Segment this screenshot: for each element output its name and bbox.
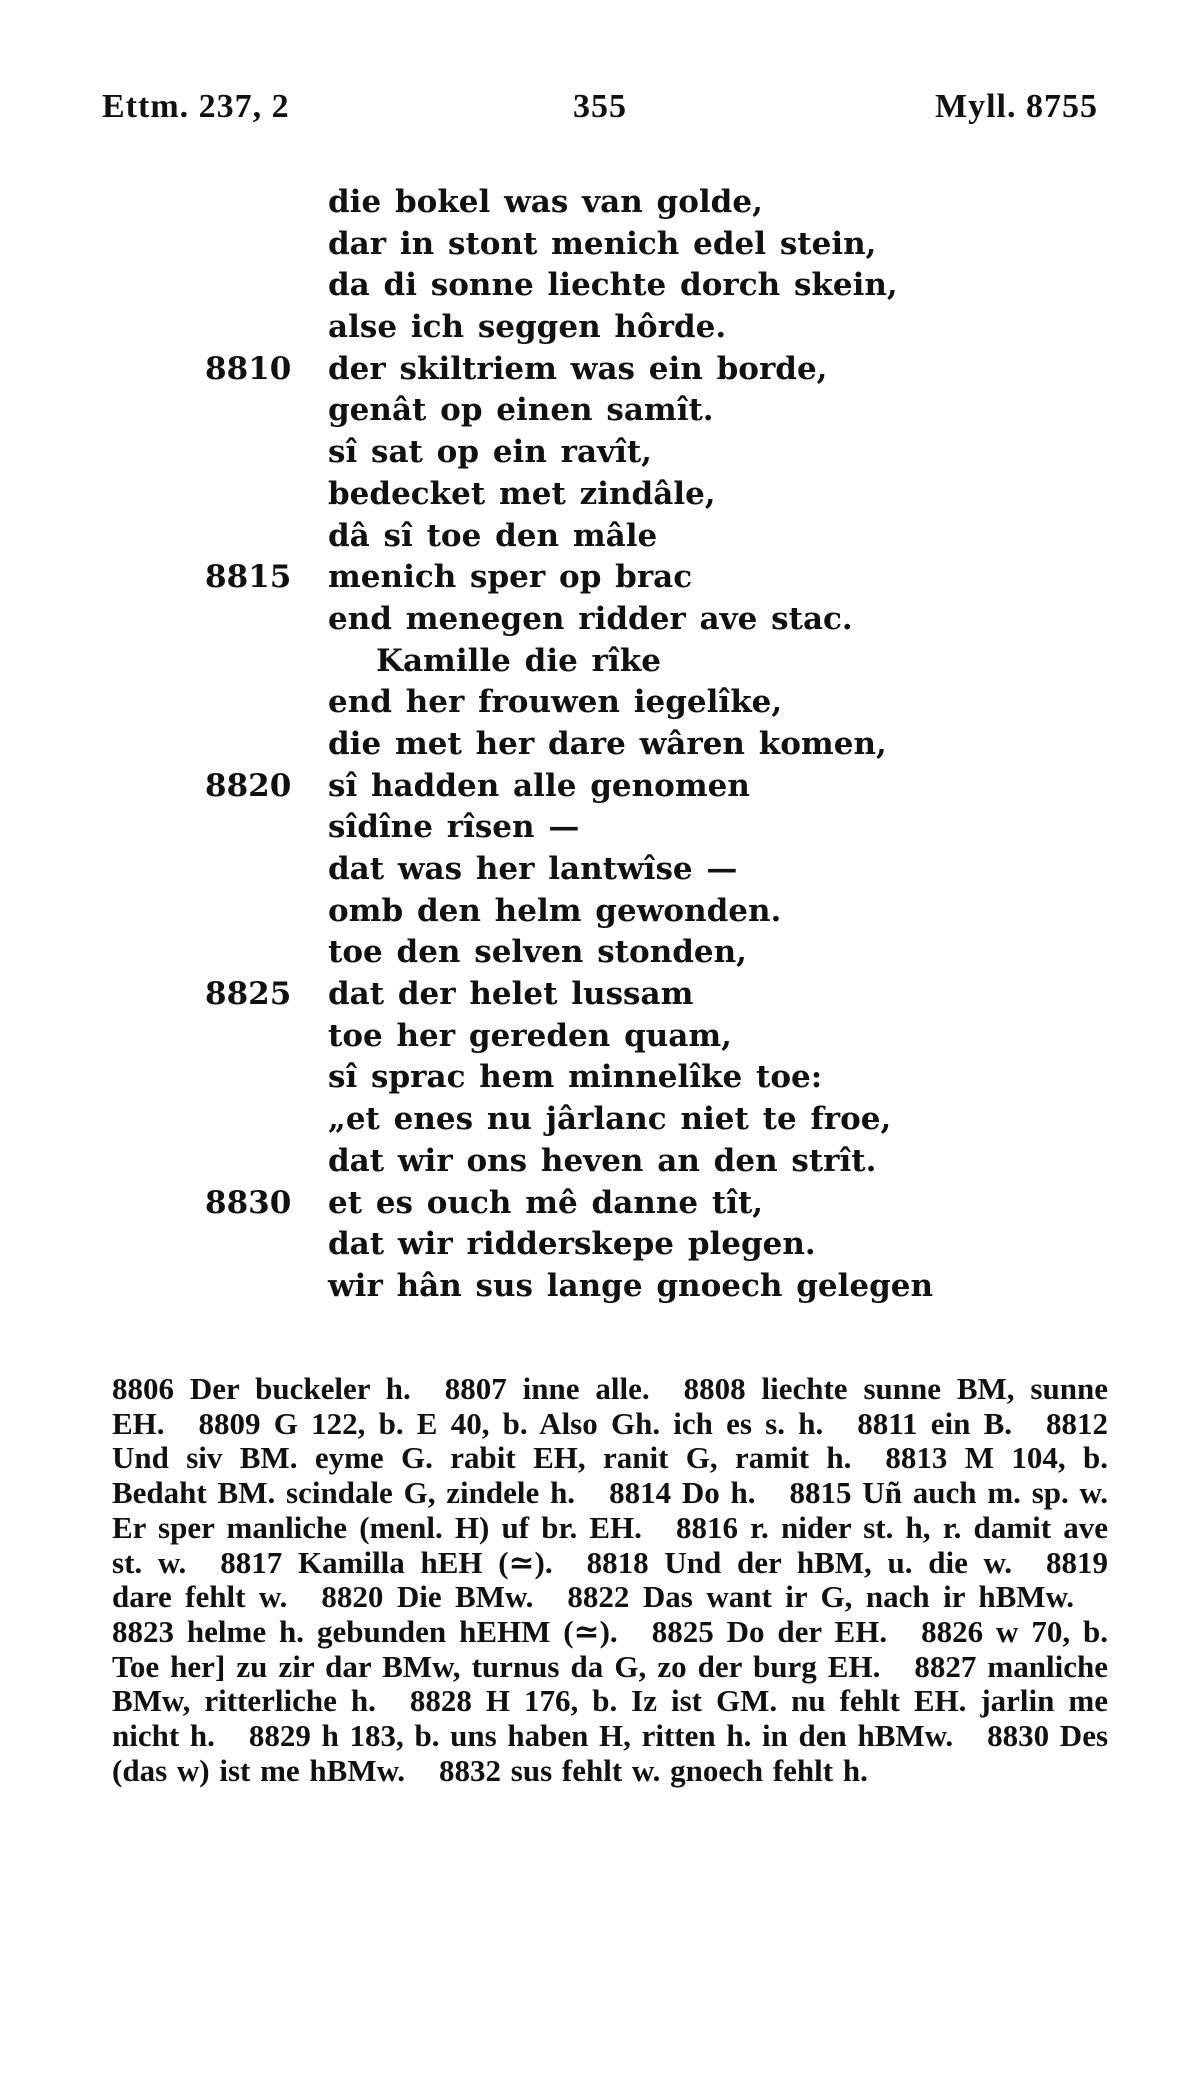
verse-text: Kamille die rîke <box>376 642 661 679</box>
page-number: 355 <box>573 88 627 125</box>
apparatus-note: 8819 dare fehlt w. <box>112 1544 1108 1615</box>
apparatus-note: 8816 r. nider st. h, r. damit ave st. w. <box>112 1509 1108 1580</box>
verse-number: 8825 <box>205 976 292 1013</box>
verse-text: der skiltriem was ein borde, <box>328 350 828 387</box>
verse-text: sî hadden alle genomen <box>328 767 750 804</box>
verse-text: end menegen ridder ave stac. <box>328 600 853 637</box>
critical-apparatus <box>112 1372 1108 1788</box>
verse-line <box>0 974 1200 1016</box>
verse-text: et es ouch mê danne tît, <box>328 1184 764 1221</box>
apparatus-note: 8817 Kamilla hEH (≃). <box>220 1544 553 1580</box>
header-right-reference: Myll. 8755 <box>935 88 1098 125</box>
verse-text: dat was her lantwîse — <box>328 851 738 887</box>
verse-text: die met her dare wâren komen, <box>328 725 887 762</box>
verse-line <box>0 807 1200 849</box>
verse-text: menich sper op brac <box>328 559 693 596</box>
verse-line <box>0 1099 1200 1141</box>
apparatus-note: 8813 M 104, b. Bedaht BM. scindale G, zindele h. <box>112 1440 1108 1511</box>
verse-number: 8815 <box>205 559 292 596</box>
apparatus-note: 8823 helme h. gebunden hEHM (≃). <box>112 1613 618 1649</box>
apparatus-note: 8806 Der buckeler h. <box>112 1371 411 1406</box>
verse-line <box>0 724 1200 766</box>
verse-text: omb den helm gewonden. <box>328 892 782 929</box>
verse-number: 8830 <box>205 1184 292 1221</box>
verse-line <box>0 682 1200 724</box>
apparatus-note: 8832 sus fehlt w. gnoech fehlt h. <box>439 1752 868 1788</box>
verse-text: sîdîne rîsen — <box>328 809 580 846</box>
verse-line <box>0 641 1200 683</box>
verse-line <box>0 599 1200 641</box>
verse-text: dâ sî toe den mâle <box>328 517 658 554</box>
apparatus-note: 8809 G 122, b. E 40, b. Also Gh. ich es s. h. <box>198 1405 824 1441</box>
verse-line <box>0 516 1200 558</box>
verse-line <box>0 1266 1200 1308</box>
verse-line <box>0 1141 1200 1183</box>
apparatus-note: 8815 Uñ auch m. sp. w. Er sper manliche (menl. H) uf br. EH. <box>112 1475 1108 1545</box>
verse-line <box>0 766 1200 808</box>
verse-text: „et enes nu jârlanc niet te froe, <box>328 1101 892 1138</box>
verse-line <box>0 182 1200 224</box>
verse-line <box>0 1224 1200 1266</box>
apparatus-note: 8825 Do der EH. <box>651 1613 888 1649</box>
verse-text: dar in stont menich edel stein, <box>328 225 877 262</box>
verse-line <box>0 432 1200 474</box>
apparatus-note: 8822 Das want ir G, nach ir hBMw. <box>567 1579 1074 1615</box>
verse-line <box>0 474 1200 516</box>
apparatus-note: 8828 H 176, b. Iz ist GM. nu fehlt EH. jarlin me nicht h. <box>112 1683 1108 1754</box>
verse-line <box>0 224 1200 266</box>
verse-line <box>0 557 1200 599</box>
verse-text: toe her gereden quam, <box>328 1017 732 1054</box>
verse-line <box>0 1183 1200 1225</box>
verse-text: wir hân sus lange gnoech gelegen <box>328 1267 934 1304</box>
verse-text: sî sat op ein ravît, <box>328 434 652 471</box>
apparatus-note: 8820 Die BMw. <box>321 1579 534 1615</box>
verse-number: 8810 <box>205 350 292 387</box>
verse-line <box>0 932 1200 974</box>
apparatus-note: 8811 ein B. <box>857 1405 1012 1441</box>
verse-text: die bokel was van golde, <box>328 184 763 220</box>
apparatus-note: 8812 Und siv BM. eyme G. rabit EH, ranit G, ramit h. <box>112 1405 1108 1476</box>
apparatus-note: 8830 Des (das w) ist me hBMw. <box>112 1718 1109 1788</box>
apparatus-note: 8807 inne alle. <box>444 1371 650 1406</box>
apparatus-note: 8826 w 70, b. Toe her] zu zir dar BMw, turnus da G, zo der burg EH. <box>112 1613 1108 1684</box>
verse-text: dat der helet lussam <box>328 976 694 1013</box>
verse-line <box>0 307 1200 349</box>
verse-line <box>0 349 1200 391</box>
verse-text: alse ich seggen hôrde. <box>328 309 727 346</box>
verse-text: bedecket met zindâle, <box>328 475 716 512</box>
verse-block <box>0 182 1200 1308</box>
verse-text: end her frouwen iegelîke, <box>328 684 783 721</box>
verse-text: dat wir ons heven an den strît. <box>328 1142 877 1179</box>
verse-text: dat wir ridderskepe plegen. <box>328 1226 816 1263</box>
apparatus-note: 8814 Do h. <box>609 1475 756 1511</box>
apparatus-note: 8818 Und der hBM, u. die w. <box>586 1544 1012 1580</box>
verse-line <box>0 265 1200 307</box>
apparatus-note: 8827 manliche BMw, ritterliche h. <box>112 1648 1108 1719</box>
apparatus-note: 8829 h 183, b. uns haben H, ritten h. in den hBMw. <box>248 1718 954 1754</box>
verse-text: sî sprac hem minnelîke toe: <box>328 1059 823 1096</box>
verse-text: da di sonne liechte dorch skein, <box>328 267 898 304</box>
verse-text: toe den selven stonden, <box>328 934 747 971</box>
verse-text: genât op einen samît. <box>328 392 714 429</box>
verse-line <box>0 1016 1200 1058</box>
verse-line <box>0 891 1200 933</box>
verse-line <box>0 849 1200 891</box>
verse-line <box>0 390 1200 432</box>
apparatus-note: 8808 liechte sunne BM, sunne EH. <box>112 1371 1108 1441</box>
verse-line <box>0 1057 1200 1099</box>
header-left-reference: Ettm. 237, 2 <box>102 88 290 125</box>
verse-number: 8820 <box>205 767 292 804</box>
